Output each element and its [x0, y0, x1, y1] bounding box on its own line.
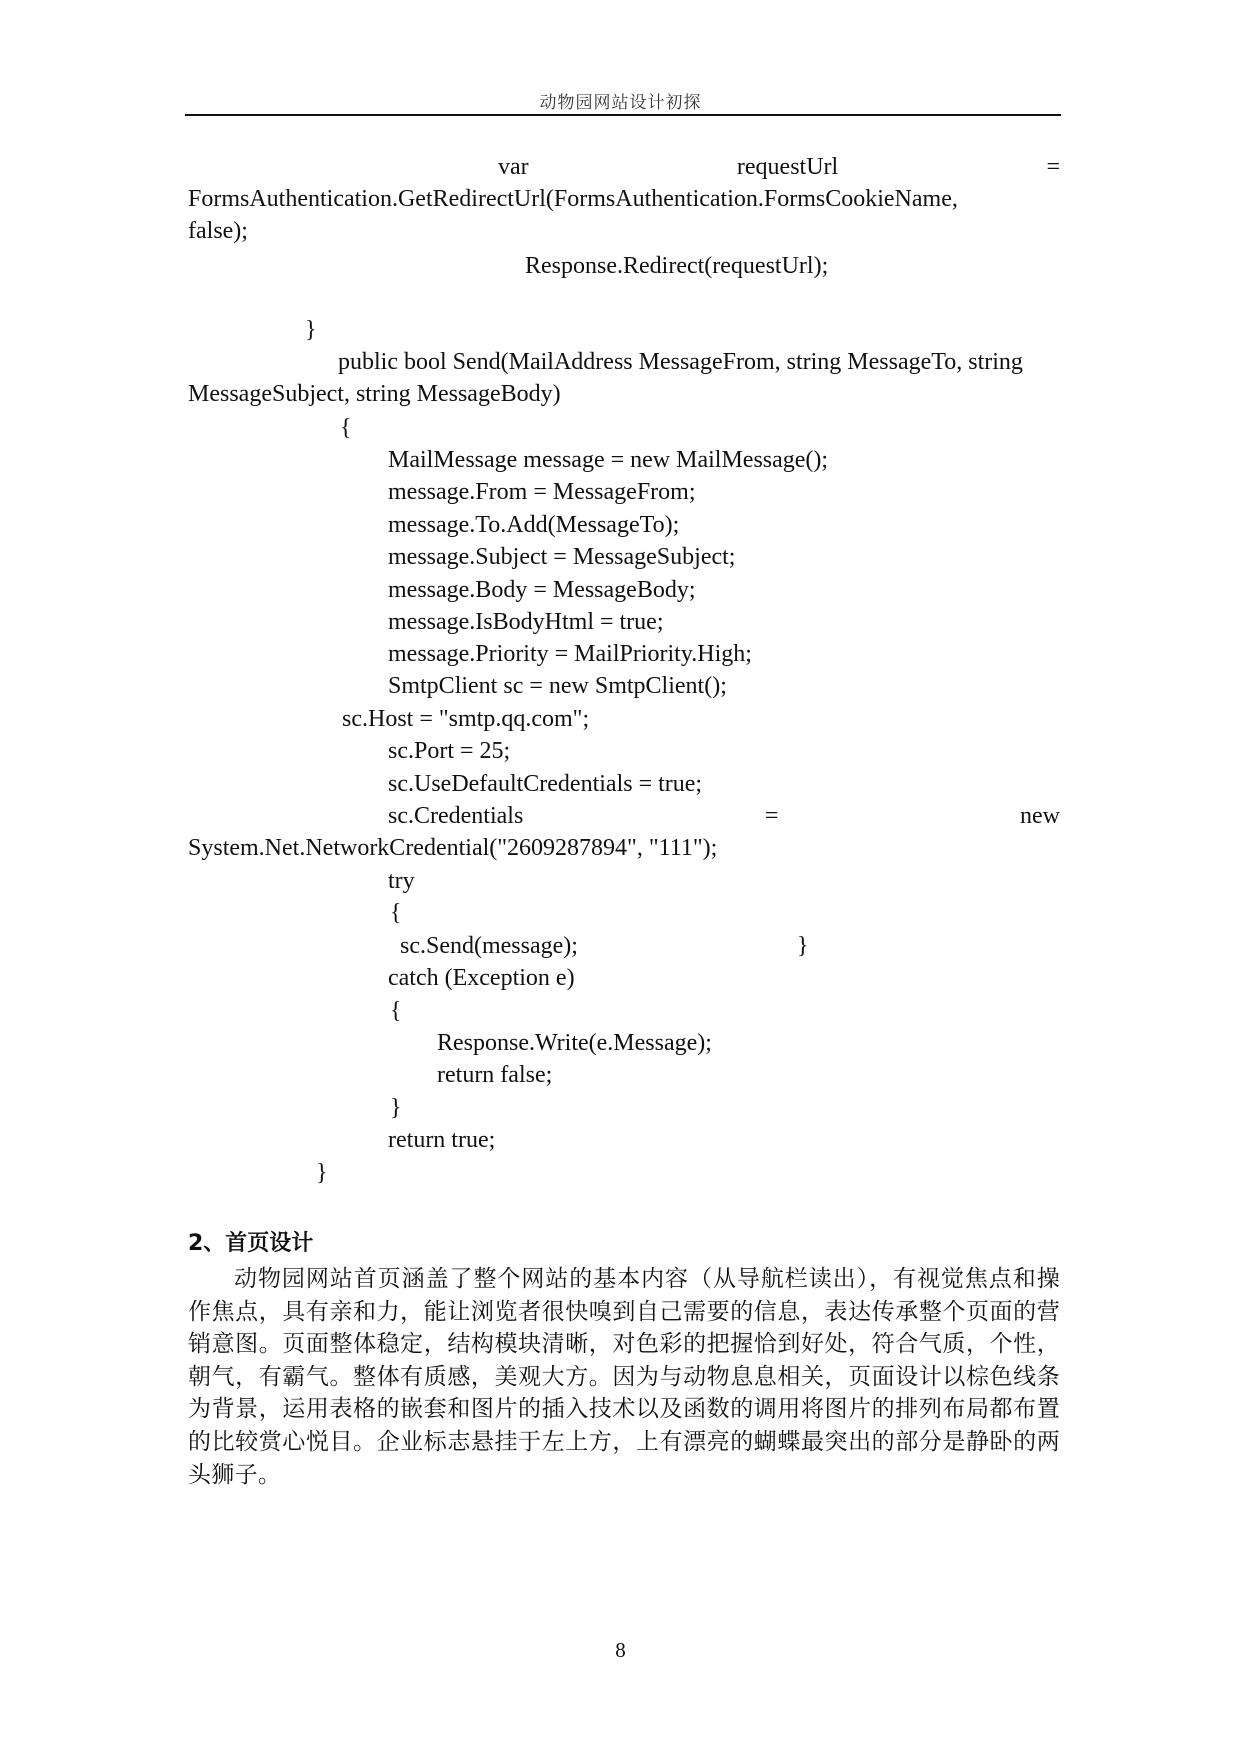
- code-line: System.Net.NetworkCredential("2609287894", "111");: [188, 835, 718, 861]
- code-token: sc.Credentials: [388, 803, 524, 829]
- code-line-1: [498, 151, 1060, 183]
- code-line: MailMessage message = new MailMessage();: [388, 447, 829, 473]
- code-line: message.Body = MessageBody;: [388, 577, 696, 603]
- code-line: FormsAuthentication.GetRedirectUrl(FormsAuthentication.FormsCookieName,: [188, 186, 958, 212]
- code-line: sc.UseDefaultCredentials = true;: [388, 771, 703, 797]
- code-token: var: [498, 154, 529, 180]
- code-line: false);: [188, 218, 248, 244]
- code-line: message.To.Add(MessageTo);: [388, 512, 680, 538]
- code-line: }: [305, 317, 317, 343]
- code-token: =: [1046, 154, 1060, 180]
- code-line: message.Priority = MailPriority.High;: [388, 641, 752, 667]
- code-line: sc.Send(message);: [400, 933, 578, 959]
- code-token: =: [764, 803, 779, 829]
- body-paragraph: 动物园网站首页涵盖了整个网站的基本内容（从导航栏读出），有视觉焦点和操作焦点，具有亲和力，能让浏览者很快嗅到自己需要的信息，表达传承整个页面的营销意图。页面整体稳定，结构模块清晰，对色彩的把握恰到好处，符合气质，个性，朝气，有霸气。整体有质感，美观大方。因为与动物息息相关，页面设计以棕色线条为背景，运用表格的嵌套和图片的插入技术以及函数的调用将图片的排列布局都布置的比较赏心悦目。企业标志悬挂于左上方，上有漂亮的蝴蝶最突出的部分是静卧的两头狮子。: [188, 1266, 1060, 1488]
- code-line: try: [388, 868, 415, 894]
- code-token: new: [1020, 803, 1060, 829]
- code-line: SmtpClient sc = new SmtpClient();: [388, 673, 727, 699]
- code-line: sc.Host = "smtp.qq.com";: [342, 706, 590, 732]
- code-line: MessageSubject, string MessageBody): [188, 381, 561, 407]
- code-line: Response.Redirect(requestUrl);: [525, 253, 829, 279]
- code-line: public bool Send(MailAddress MessageFrom, string MessageTo, string: [338, 349, 1023, 375]
- code-line: }: [797, 933, 809, 959]
- code-line: message.Subject = MessageSubject;: [388, 544, 736, 570]
- code-line: return false;: [437, 1062, 553, 1088]
- running-header-title: 动物园网站设计初探: [539, 93, 702, 112]
- code-line: message.IsBodyHtml = true;: [388, 609, 664, 635]
- code-line: {: [390, 998, 402, 1024]
- code-line: }: [316, 1160, 328, 1186]
- code-line: }: [390, 1095, 402, 1121]
- header-rule: [185, 114, 1061, 116]
- code-line: Response.Write(e.Message);: [437, 1030, 712, 1056]
- code-line-20: [388, 800, 1060, 832]
- code-line: return true;: [388, 1127, 496, 1153]
- code-line: {: [340, 415, 352, 441]
- code-token: requestUrl: [736, 154, 839, 180]
- section-heading: 2、首页设计: [188, 1231, 314, 1256]
- code-line: {: [390, 900, 402, 926]
- code-line: sc.Port = 25;: [388, 738, 511, 764]
- page-number: 8: [615, 1638, 626, 1662]
- code-line: message.From = MessageFrom;: [388, 479, 696, 505]
- code-line: catch (Exception e): [388, 965, 575, 991]
